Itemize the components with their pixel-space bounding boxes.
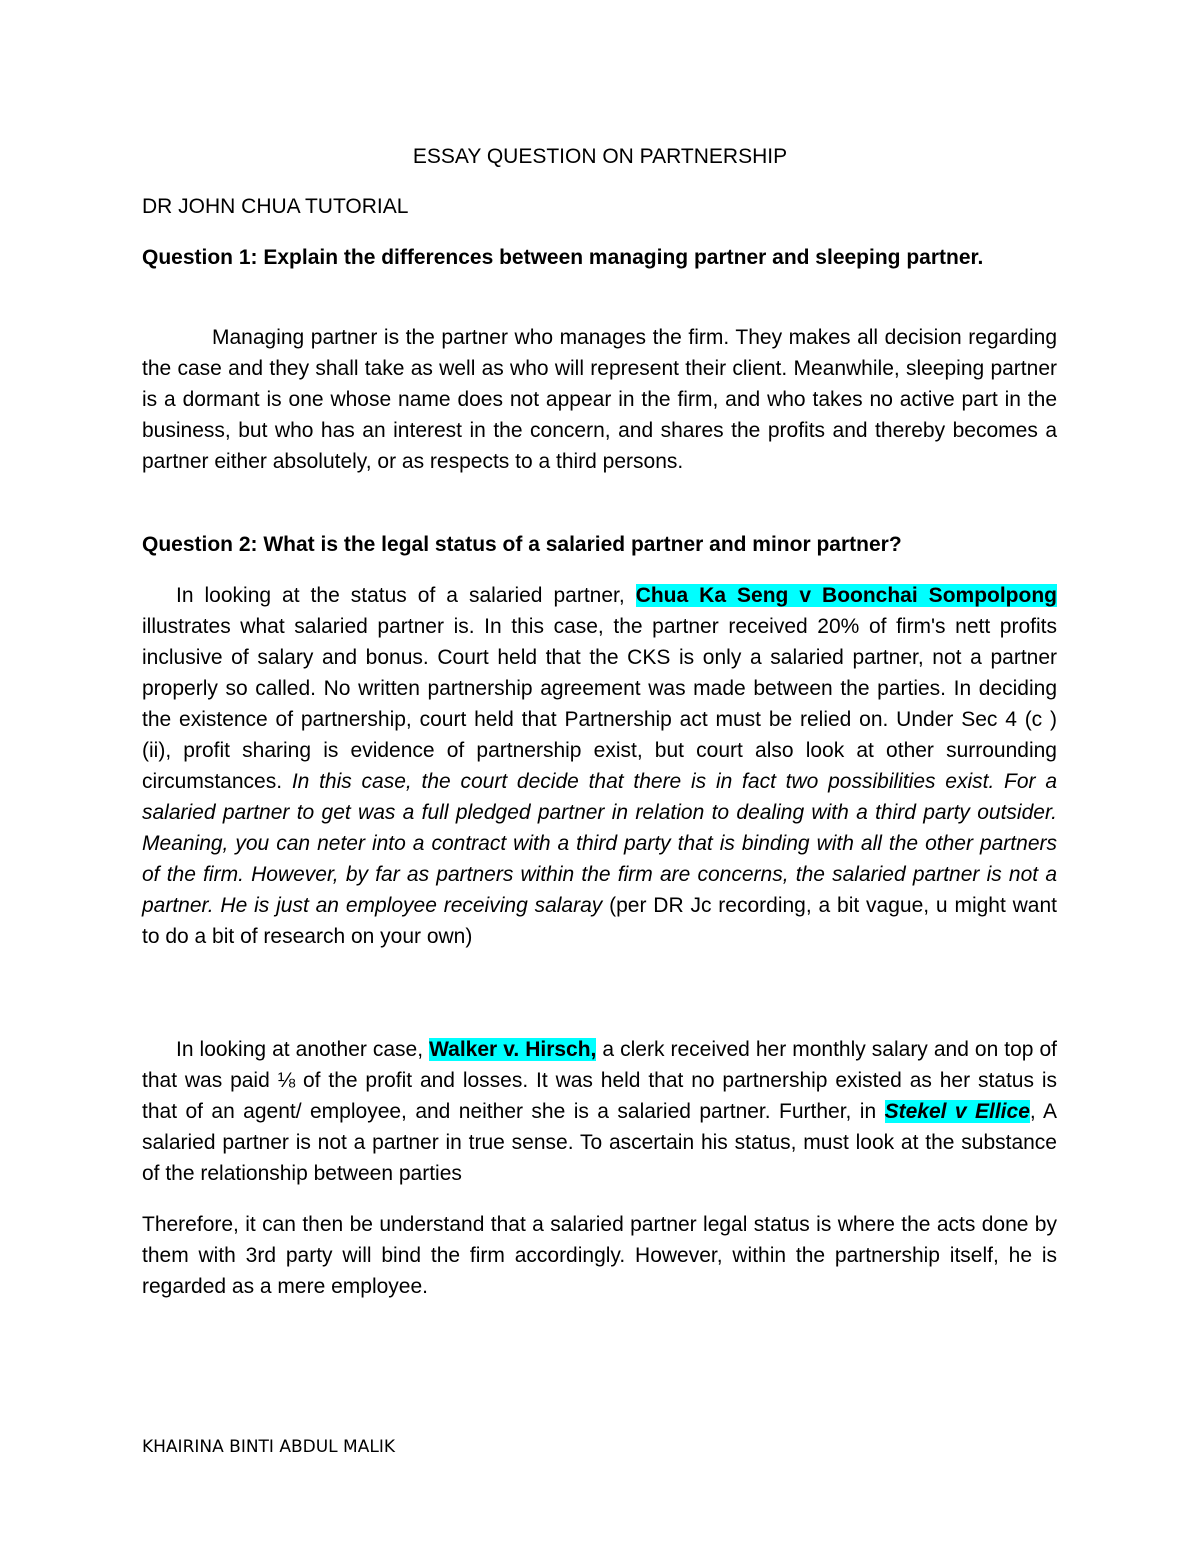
question-1-answer: Managing partner is the partner who manages the firm. They makes all decision regarding the case and they shall take as well as who will represent their client. Meanwhile, sleeping partner is a dormant is one whose name does not appear in the firm, and who takes no active part in the business, but who has an interest in the concern, and shares the profits and thereby becomes a partner either absolutely, or as respects to a third persons. xyxy=(142,326,1057,473)
paragraph-text: illustrates what salaried partner is. In this case, the partner received 20% of firm's nett profits inclusive of salary and bonus. Court held that the CKS is only a salaried partner, not a partner properly so called. No written partnership agreement was made between the parties. In deciding the existence of partnership, court held that Partnership act must be relied on. Under Sec 4 (c ) (ii), profit sharing is evidence of partnership exist, but court also look at other surrounding circumstances. xyxy=(142,615,1057,793)
question-1-heading: Question 1: Explain the differences between managing partner and sleeping partner. xyxy=(142,246,984,269)
tutorial-label: DR JOHN CHUA TUTORIAL xyxy=(142,195,409,218)
question-2-conclusion: Therefore, it can then be understand that a salaried partner legal status is where the acts done by them with 3rd party will bind the firm accordingly. However, within the partnership itself, he is regarded as a mere employee. xyxy=(142,1213,1057,1298)
italic-passage: In this case, the court decide that there is in fact two possibilities exist. For a salaried partner to get was a full pledged partner in relation to dealing with a third party outsider. Meaning, you can neter into a contract with a third party that is binding with all the other partners of the firm. However, by far as partners within the firm are concerns, the salaried partner is not a partner. He is just an employee receiving salaray xyxy=(142,770,1057,917)
paragraph-text: (per DR Jc recording, a bit vague, u might want to do a bit of research on your own) xyxy=(142,894,1057,948)
question-2-paragraph-2 xyxy=(142,1034,1057,1189)
paragraph-text: a clerk received her monthly salary and on top of that was paid ⅛ of the profit and losses. It was held that no partnership existed as her status is that of an agent/ employee, and neither she is a salaried partner. Further, in xyxy=(142,1038,1057,1123)
paragraph-text: In looking at another case, xyxy=(176,1038,430,1061)
case-citation-highlight: Chua Ka Seng v Boonchai Sompolpong xyxy=(635,584,1057,607)
document-title: ESSAY QUESTION ON PARTNERSHIP xyxy=(412,145,788,168)
case-citation-highlight: Walker v. Hirsch, xyxy=(429,1038,597,1061)
question-2-paragraph-1 xyxy=(142,580,1057,952)
case-citation-highlight: Stekel v Ellice xyxy=(884,1100,1030,1123)
question-2-heading: Question 2: What is the legal status of a salaried partner and minor partner? xyxy=(142,533,902,556)
paragraph-text: , A salaried partner is not a partner in true sense. To ascertain his status, must look at the substance of the relationship between parties xyxy=(142,1100,1057,1185)
paragraph-text: In looking at the status of a salaried partner, xyxy=(176,584,636,607)
author-footer: KHAIRINA BINTI ABDUL MALIK xyxy=(142,1437,395,1457)
